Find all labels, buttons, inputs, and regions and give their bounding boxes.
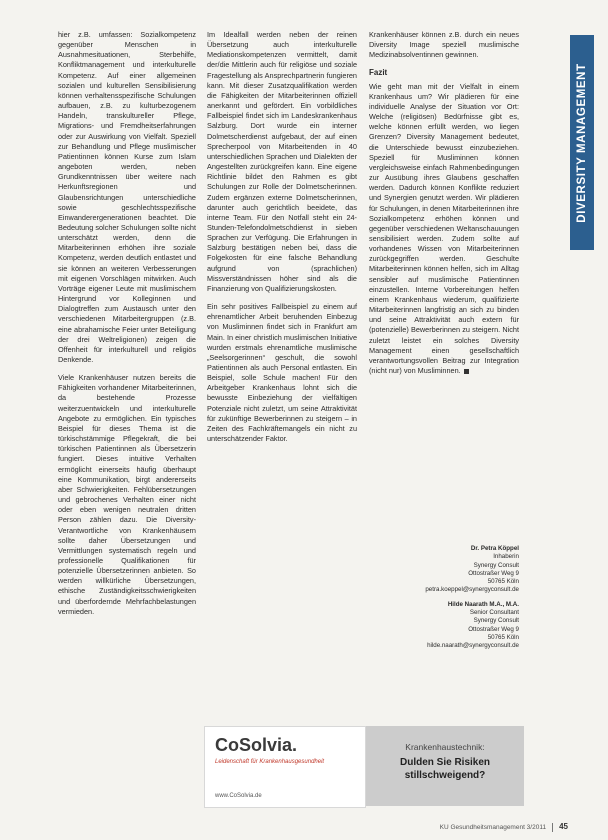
article-column-2 bbox=[207, 30, 357, 452]
article-column-3 bbox=[369, 30, 519, 384]
author-role: Inhaberin bbox=[493, 553, 519, 561]
krankenhaustechnik-ad[interactable] bbox=[366, 726, 524, 806]
paragraph bbox=[369, 82, 519, 377]
author-info bbox=[369, 545, 519, 657]
paragraph: Krankenhäuser können z.B. durch ein neues Diversity Image speziell muslimische Medizinabsolventinnen gewinnen. bbox=[369, 30, 519, 60]
page-number: 45 bbox=[559, 822, 568, 831]
paragraph: hier z.B. umfassen: Sozialkompetenz gegenüber Menschen in Ausnahmesituationen, Sterbehilfe, Konfliktmanagement und interkulturelle Kompetenz. Auf einer allgemeinen sozialen und kulturellen Sensibilisierung können verhaltensspezifische Schulungen aufbauen, z.B. zu kulturbezogenem Handeln, transkultureller Pflege, Migrations- und Fremdheitserfahrungen oder zur Auswirkung von Vielfalt. Speziell zur Behandlung und Pflege muslimischer Patientinnen können Kurse zum Islam angeboten werden, neben Grundkenntnissen über weitere nach Herkunftsregionen und Glaubensrichtungen unterschiedliche sowie geschlechtsspezifische Einwanderergenerationen beachtet. Die Bedeutung solcher Schulungen sollte nicht unterschätzt werden, denn die Mitarbeiterinnen erhöhen ihre soziale Kompetenz, werden deutlich entlastet und sie können an weiteren Verbesserungen mit eigenen Vorschlägen mitwirken. Auch Vorträge eigener Leute mit muslimischem Hintergrund vor Kolleginnen und Dialogtreffen zum Austausch unter den verschiedenen Mitarbeitergruppen (z.B. eine abrahamische Feier unter Beteiligung der drei Weltreligionen) zeigen die Offenheit für interkulturell und religiös Denkende. bbox=[58, 30, 196, 364]
ad-line-1: Krankenhaustechnik: bbox=[405, 742, 485, 752]
ad-line-2: Dulden Sie Risiken stillschweigend? bbox=[399, 757, 491, 781]
article-column-1 bbox=[58, 30, 196, 625]
author-street: Ottostraßer Weg 9 bbox=[468, 625, 519, 633]
page-footer bbox=[440, 822, 568, 832]
paragraph: Viele Krankenhäuser nutzen bereits die Fähigkeiten vorhandener Mitarbeiterinnen, da bestehende Prozesse weiterzuentwickeln und interkulturelle Angebote zu ermöglichen. Ein typisches Beispiel für dieses Thema ist die türkischstämmige Pflegekraft, die bei türkischen Patientinnen als Übersetzerin fungiert. Dieses intuitive Verhalten ermöglicht einerseits häufig überhaupt eine Kommunikation, birgt andererseits aber Schwierigkeiten. Fehlübersetzungen und gebrochenes Verhalten einer nicht oder eben wenigen neutralen dritten Person zählen dazu. Die Diversity-Verantwortliche von Krankenhäusern sollte daher Übersetzungen und Vermittlungen systematisch regeln und professionelle Qualifikationen für potenzielle Übersetzerinnen anbieten. So werden willkürliche Übersetzungen, ethische Zuständigkeitsschwierigkeiten und überfordernde Mehrfachbelastungen vermieden. bbox=[58, 373, 196, 616]
ad-brand-logo: CoSolvia. bbox=[215, 735, 298, 755]
paragraph: Im Idealfall werden neben der reinen Übersetzung auch interkulturelle Mediationskompetenzen vermittelt, damit der/die Mittlerin auch für religiöse und soziale Fragestellung als Ansprechpartnerin fungieren kann. Mit dieser Zusatzqualifikation werden die Fähigkeiten der Mitarbeiterinnen offiziell anerkannt und gefördert. Ein vorbildliches Fallbeispiel findet sich im Landeskrankenhaus Salzburg. Dort wurde ein interner Dolmetscherdienst aufgebaut, der auf einen Sprecherpool von Mitarbeitenden in 40 unterschiedlichen Sprachen und Dialekten der Angestellten zurückgreifen kann. Eine eigene Richtlinie bildet den Rahmen es gibt Schulungen zur Rolle der Dolmetscherinnen. Zudem ergänzen externe Dolmetscherinnen, darunter auch gerichtlich beeidete, das interne Team. Für den Notfall steht ein 24-Stunden-Telefondolmetschdienst in sieben Sprachen zur Verfügung. Die Erfahrungen in Salzburg bestätigen neben bei, dass die Folgekosten für eine falsche Behandlung aufgrund von (sprachlichen) Missverständnissen höher sind als die Finanzierung von Qualifizierungskosten. bbox=[207, 30, 357, 293]
end-mark-icon bbox=[464, 369, 469, 374]
author-street: Ottostraßer Weg 9 bbox=[468, 569, 519, 577]
author-block bbox=[369, 545, 519, 595]
author-name: Dr. Petra Köppel bbox=[470, 545, 519, 552]
author-name: Hilde Naarath M.A., M.A. bbox=[447, 600, 519, 608]
section-tab-label: DIVERSITY MANAGEMENT bbox=[576, 62, 588, 223]
author-email[interactable]: hilde.naarath@synergyconsult.de bbox=[427, 642, 519, 650]
footer-divider bbox=[552, 823, 553, 832]
author-org: Synergy Consult bbox=[473, 617, 519, 625]
section-tab bbox=[570, 35, 594, 250]
author-org: Synergy Consult bbox=[473, 561, 519, 569]
author-city: 50765 Köln bbox=[487, 633, 519, 641]
author-role: Senior Consultant bbox=[469, 609, 519, 617]
author-email[interactable]: petra.koeppel@synergyconsult.de bbox=[425, 586, 519, 594]
author-city: 50765 Köln bbox=[487, 578, 519, 586]
ad-tagline: Leidenschaft für Krankenhausgesundheit bbox=[215, 759, 325, 765]
author-block bbox=[369, 601, 519, 651]
journal-name: KU Gesundheitsmanagement 3/2011 bbox=[439, 824, 547, 831]
ad-url[interactable]: www.CoSolvia.de bbox=[215, 793, 262, 799]
paragraph-text: Wie geht man mit der Vielfalt in einem Krankenhaus um? Wir plädieren für eine individuelle Analyse der Situation vor Ort: Welche (religiösen) Bedürfnisse gibt es, welche können erfüllt werden, wo liegen Grenzen? Diversity Management bedeutet, die Unterschiede bewusst einzubeziehen. Speziell für Musliminnen können vergleichsweise einfach Rahmenbedingungen zur Ausübung ihres Glaubens geschaffen werden. Dadurch können Konflikte reduziert und Synergien genutzt werden. Wir plädieren für Schulungen, in denen Mitarbeiterinnen ihre Sozialkompetenz erhöhen können und gegenüber verschiedenen Weltanschauungen sensibilisiert werden. Zudem sollte auf vorhandenes Wissen von Mitarbeiterinnen zurückgegriffen werden. Geschulte Mitarbeiterinnen können helfen, sich im Alltag sensibler auf muslimische Patientinnen einzustellen. Interne Vorbereitungen helfen einem Krankenhaus wiederum, qualifizierte Mitarbeiterinnen langfristig an sich zu binden und seine Attraktivität auch extern für (potenzielle) Bewerberinnen zu steigern. Nicht zuletzt leistet ein solches Diversity Management einen gesellschaftlich verantwortungsvollen Beitrag zur Integration (nicht nur) von Musliminnen. bbox=[369, 81, 519, 375]
cosolvia-ad[interactable] bbox=[204, 726, 366, 808]
paragraph: Ein sehr positives Fallbeispiel zu einem auf ehrenamtlicher Arbeit beruhenden Einbezug von Musliminnen findet sich in Frankfurt am Main. In einer christlich muslimischen Initiative wurden erstmals ehrenamtliche muslimische „Seelsorgerinnen“ geschult, die sowohl Patientinnen als auch Personal entlasten. Ein Beispiel, solle Schule machen! Für den Arbeitgeber Krankenhaus lohnt sich die bewusste Einbeziehung der vielfältigen Potenziale nicht zuletzt, um seine Attraktivität für zukünftige Bewerberinnen zu steigern – in Zeiten des Fachkräftemangels ein nicht zu unterschätzender Faktor. bbox=[207, 302, 357, 444]
section-heading: Fazit bbox=[369, 68, 388, 78]
